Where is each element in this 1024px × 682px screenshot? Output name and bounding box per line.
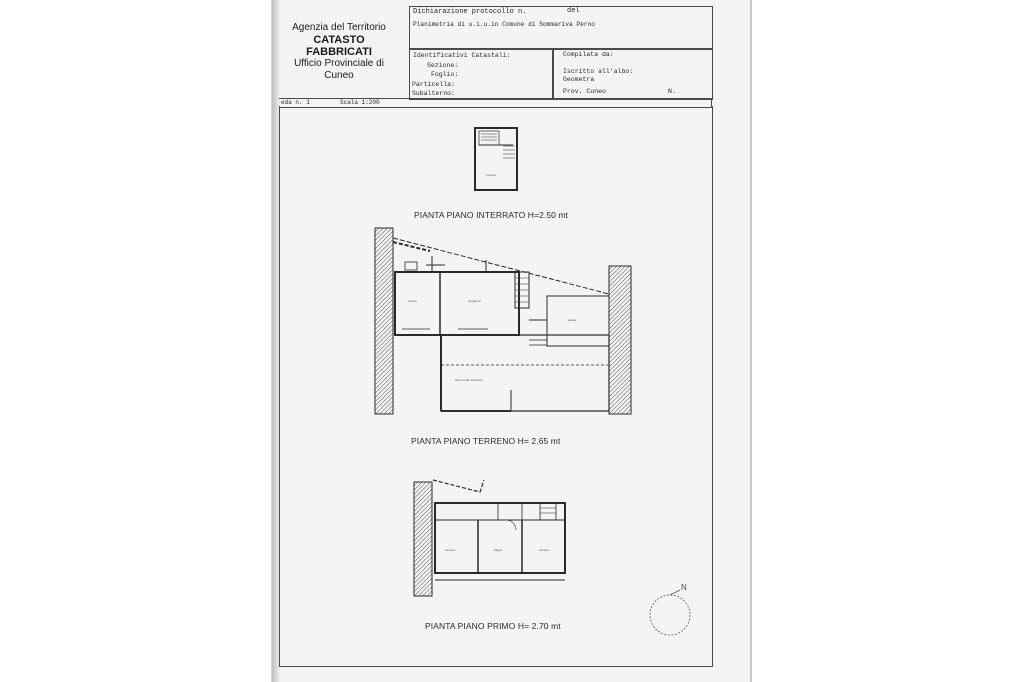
- svg-text:area cortile esclusivo: area cortile esclusivo: [455, 378, 484, 382]
- plan-label-first: PIANTA PIANO PRIMO H= 2.70 mt: [425, 621, 561, 631]
- cadastral-particella: Particella:: [412, 81, 455, 88]
- svg-text:camera: camera: [445, 548, 456, 552]
- cadastral-foglio: Foglio:: [431, 71, 459, 78]
- north-label: N: [681, 583, 687, 592]
- first-floor-plan: [414, 480, 565, 596]
- registered-role: Geometra: [563, 76, 595, 83]
- svg-text:soggiorno: soggiorno: [468, 299, 482, 303]
- plan-label-ground: PIANTA PIANO TERRENO H= 2.65 mt: [411, 436, 561, 446]
- office-line: Ufficio Provinciale di: [294, 58, 384, 69]
- registered-label: Iscritto all'albo:: [563, 68, 634, 75]
- cadastral-sezione: Sezione:: [427, 62, 459, 69]
- protocol-del: del: [567, 7, 580, 15]
- cadastral-title: Identificativi Catastali:: [413, 52, 511, 59]
- agency-name: Agenzia del Territorio: [292, 22, 386, 33]
- svg-text:cantina: cantina: [486, 173, 496, 177]
- cadastral-subalterno: Subalterno:: [412, 90, 455, 97]
- scale-label: Scala 1:200: [340, 99, 380, 106]
- sheet-number: eda n. 1: [281, 99, 310, 106]
- registration-number-label: N.: [668, 88, 676, 95]
- svg-text:cucina: cucina: [408, 299, 417, 303]
- north-arrow-icon: [650, 590, 690, 635]
- basement-plan: [475, 128, 517, 190]
- svg-text:bagno: bagno: [494, 548, 503, 552]
- svg-text:camera: camera: [539, 548, 550, 552]
- ground-plan: [375, 228, 631, 414]
- svg-text:tettoia: tettoia: [568, 318, 577, 322]
- plan-label-basement: PIANTA PIANO INTERRATO H=2.50 mt: [414, 210, 569, 220]
- catasto-title: CATASTO FABBRICATI: [306, 34, 372, 58]
- compiled-by-label: Compilata da:: [563, 51, 614, 58]
- province-label: Prov. Cuneo: [563, 88, 606, 95]
- protocol-label: Dichiarazione protocollo n.: [413, 8, 527, 16]
- office-city: Cuneo: [324, 70, 354, 81]
- plan-title: Planimetria di u.i.u.in Comune di Sommariva Perno: [413, 21, 595, 28]
